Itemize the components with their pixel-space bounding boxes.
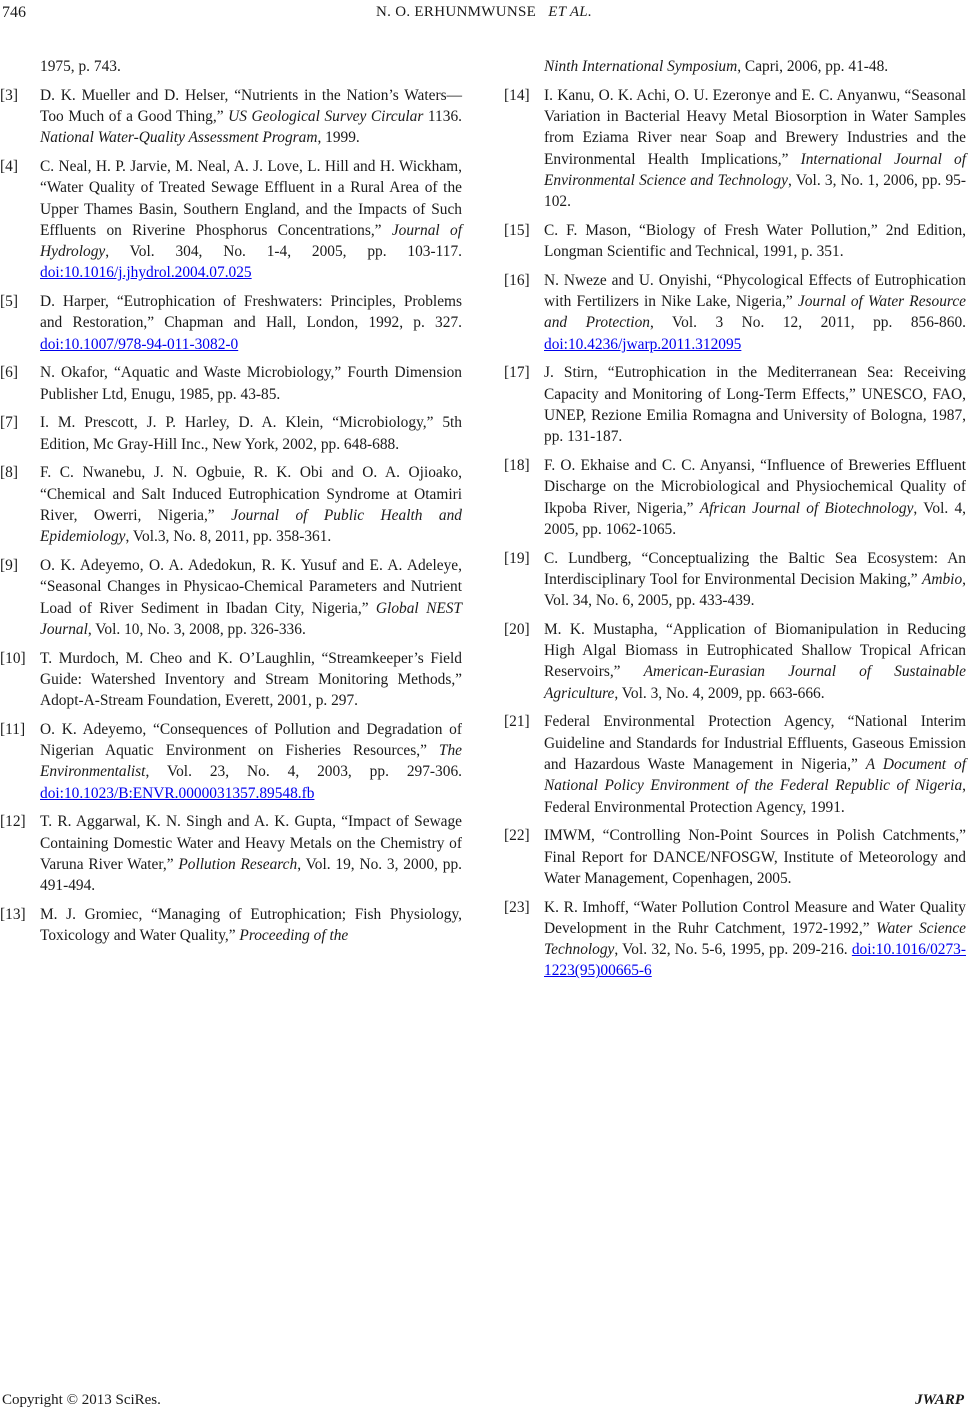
journal-abbreviation: JWARP: [915, 1392, 964, 1408]
running-head-author: N. O. ERHUNMWUNSE: [375, 4, 537, 20]
reference-entry: [0, 85, 462, 149]
reference-number: [10]: [0, 649, 26, 667]
reference-text: [544, 222, 966, 260]
reference-text: [544, 364, 966, 445]
doi-link[interactable]: doi:10.4236/jwarp.2011.312095: [544, 335, 742, 353]
reference-text-segment: , Vol. 10, No. 3, 2008, pp. 326-336.: [87, 620, 306, 638]
reference-text: [40, 364, 462, 402]
reference-text-segment: C. Neal, H. P. Jarvie, M. Neal, A. J. Love, L. Hill and H. Wickham, “Water Quality of Treated Sewage Effluent in a Rural Area of the Upper Thames Basin, Southern England, and the Impacts of Such Effluents on Riverine Phosphorus Concentrations,”: [40, 157, 462, 239]
reference-number: [8]: [0, 464, 18, 482]
reference-text-segment: O. K. Adeyemo, “Consequences of Pollution and Degradation of Nigerian Aquatic Environment on Fisheries Resources,”: [40, 720, 462, 760]
running-head-et-al: ET AL.: [548, 4, 593, 20]
reference-number: [16]: [504, 271, 530, 289]
doi-link[interactable]: doi:10.1016/0273-1223(95)00665-6: [544, 941, 966, 980]
reference-text: [544, 827, 966, 887]
reference-text-segment: , Vol. 23, No. 4, 2003, pp. 297-306.: [145, 763, 462, 781]
reference-text-segment: T. R. Aggarwal, K. N. Singh and A. K. Gupta, “Impact of Sewage Containing Domestic Water and Heavy Metals on the Chemistry of Varuna River Water,”: [40, 813, 462, 873]
reference-number: [9]: [0, 556, 18, 574]
italic-title: Global NEST Journal: [40, 599, 462, 638]
reference-entry: [0, 362, 462, 405]
reference-number: [20]: [504, 620, 530, 638]
reference-number: [11]: [0, 720, 26, 738]
reference-text-segment: C. F. Mason, “Biology of Fresh Water Pollution,” 2nd Edition, Longman Scientific and Technical, 1991, p. 351.: [544, 221, 966, 261]
reference-continuation: [0, 56, 462, 77]
reference-text: [544, 272, 966, 353]
doi-link[interactable]: doi:10.1016/j.jhydrol.2004.07.025: [40, 264, 252, 282]
italic-title: International Journal of Environmental Science and Technology: [544, 150, 966, 189]
reference-number: [6]: [0, 364, 18, 382]
reference-text-segment: , Vol. 304, No. 1-4, 2005, pp. 103-117.: [105, 243, 462, 261]
italic-title: Water Science Technology: [544, 919, 966, 959]
italic-title: US Geological Survey Circular: [228, 107, 424, 125]
reference-number: [17]: [504, 364, 530, 382]
reference-entry: [504, 897, 966, 982]
reference-text-segment: I. Kanu, O. K. Achi, O. U. Ezeronye and E. C. Anyanwu, “Seasonal Variation in Bacterial Heavy Metal Biosorption in Water Samples from Eziama River near Soap and Brewery Industries and the Environmental Health Implications,”: [544, 86, 966, 168]
reference-text-segment: , 1999.: [317, 129, 360, 147]
reference-number: [3]: [0, 86, 18, 104]
reference-continuation-text: 1975, p. 743.: [40, 58, 121, 75]
reference-text: [544, 87, 966, 210]
reference-text-segment: D. K. Mueller and D. Helser, “Nutrients in the Nation’s Waters—Too Much of a Good Thing,”: [40, 86, 462, 125]
reference-entry: [0, 156, 462, 284]
reference-text-segment: T. Murdoch, M. Cheo and K. O’Laughlin, “Streamkeeper’s Field Guide: Watershed Inventory and Stream Monitoring Methods,” Adopt-A-Stream Foundation, Everett, 2001, p. 297.: [40, 649, 462, 710]
reference-entry: [504, 270, 966, 355]
italic-title: Journal of Water Resource and Protection: [544, 293, 966, 332]
italic-title: Journal of Public Health and Epidemiology: [40, 506, 462, 546]
reference-text: [40, 557, 462, 638]
reference-text-segment: , Vol. 19, No. 3, 2000, pp. 491-494.: [40, 856, 462, 895]
reference-text-segment: J. Stirn, “Eutrophication in the Mediterranean Sea: Receiving Capacity and Monitoring of Long-Term Effects,” UNESCO, FAO, UNEP, Rezione Emilia Romagna and University of Bologna, 1987, pp. 131-187.: [544, 364, 966, 446]
reference-entry: [504, 362, 966, 447]
reference-entry: [0, 719, 462, 804]
reference-text: [40, 464, 462, 545]
reference-list-right: [504, 85, 966, 982]
italic-title: Ninth International Symposium: [544, 58, 738, 75]
italic-title: Pollution Research: [178, 856, 298, 873]
reference-text-segment: D. Harper, “Eutrophication of Freshwaters: Principles, Problems and Restoration,” Chapman and Hall, London, 1992, p. 327.: [40, 293, 462, 332]
reference-text: [40, 87, 462, 147]
reference-number: [19]: [504, 549, 530, 567]
reference-entry: [0, 811, 462, 896]
reference-text: [40, 158, 462, 281]
reference-number: [14]: [504, 86, 530, 104]
italic-title: A Document of National Policy Environment of the Federal Republic of Nigeria: [544, 756, 966, 795]
reference-text-segment: F. O. Ekhaise and C. C. Anyansi, “Influence of Breweries Effluent Discharge on the Microbiological and Physiochemical Quality of Ikpoba River, Nigeria,”: [544, 457, 966, 517]
reference-number: [22]: [504, 827, 530, 845]
reference-number: [21]: [504, 713, 530, 731]
running-head: [0, 4, 968, 21]
reference-continuation: [504, 56, 966, 77]
reference-text-segment: , Vol. 4, 2005, pp. 1062-1065.: [544, 499, 966, 538]
reference-text-segment: M. J. Gromiec, “Managing of Eutrophication; Fish Physiology, Toxicology and Water Quality,”: [40, 905, 462, 945]
reference-text-segment: K. R. Imhoff, “Water Pollution Control Measure and Water Quality Development in the Ruhr Catchment, 1972-1992,”: [544, 898, 966, 937]
page-number: 746: [2, 4, 26, 21]
doi-link[interactable]: doi:10.1007/978-94-011-3082-0: [40, 335, 239, 353]
reference-text: [40, 721, 462, 802]
italic-title: Journal of Hydrology: [40, 221, 462, 261]
reference-number: [12]: [0, 813, 26, 831]
reference-text-segment: M. K. Mustapha, “Application of Biomanipulation in Reducing High Algal Biomass in Eutrophicated Shallow Tropical African Reservoirs,”: [544, 620, 966, 681]
reference-text: [40, 813, 462, 894]
reference-text: [40, 293, 462, 353]
reference-text-segment: , Vol. 3, No. 4, 2009, pp. 663-666.: [614, 684, 825, 702]
reference-entry: [504, 85, 966, 213]
reference-text: [544, 550, 966, 610]
references-right-column: [504, 56, 966, 989]
reference-text-segment: C. Lundberg, “Conceptualizing the Baltic Sea Ecosystem: An Interdisciplinary Tool for Environmental Decision Making,”: [544, 549, 966, 588]
reference-text-segment: , Vol. 3 No. 12, 2011, pp. 856-860.: [649, 314, 966, 332]
reference-text-segment: IMWM, “Controlling Non-Point Sources in Polish Catchments,” Final Report for DANCE/NFOSGW, Institute of Meteorology and Water Management, Copenhagen, 2005.: [544, 827, 966, 887]
reference-text-segment: N. Okafor, “Aquatic and Waste Microbiology,” Fourth Dimension Publisher Ltd, Enugu, 1985, pp. 43-85.: [40, 364, 462, 403]
reference-continuation-text: [544, 58, 888, 75]
reference-entry: [504, 619, 966, 704]
reference-entry: [504, 548, 966, 612]
italic-title: Ambio: [921, 570, 963, 588]
reference-entry: [504, 220, 966, 263]
italic-title: National Water-Quality Assessment Program: [40, 129, 318, 147]
doi-link[interactable]: doi:10.1023/B:ENVR.0000031357.89548.fb: [40, 784, 315, 802]
reference-number: [4]: [0, 157, 18, 175]
reference-number: [18]: [504, 457, 530, 474]
reference-number: [13]: [0, 905, 26, 923]
italic-title: Proceeding of the: [239, 927, 349, 945]
reference-entry: [504, 825, 966, 889]
reference-number: [5]: [0, 293, 18, 311]
reference-text: [544, 899, 966, 980]
reference-text-segment: O. K. Adeyemo, O. A. Adedokun, R. K. Yusuf and E. A. Adeleye, “Seasonal Changes in Physicao-Chemical Parameters and Nutrient Load of River Sediment in Ibadan City, Nigeria,”: [40, 556, 462, 617]
reference-text-segment: 1136.: [423, 107, 462, 125]
reference-text: [40, 906, 462, 944]
reference-text-segment: Federal Environmental Protection Agency, “National Interim Guideline and Standards for Industrial Effluents, Gaseous Emission and Hazardous Waste Management in Nigeria,”: [544, 713, 966, 774]
reference-text: [40, 650, 462, 710]
italic-title: African Journal of Biotechnology: [699, 499, 914, 517]
reference-number: [23]: [504, 898, 530, 916]
reference-entry: [0, 462, 462, 547]
reference-text-segment: , Vol. 32, No. 5-6, 1995, pp. 209-216.: [614, 941, 852, 959]
italic-title: American-Eurasian Journal of Sustainable Agriculture: [544, 663, 966, 702]
italic-title: The Environmentalist: [40, 742, 462, 781]
reference-text: [544, 621, 966, 702]
reference-text-segment: , Vol. 3, No. 1, 2006, pp. 95-102.: [544, 171, 966, 211]
reference-text-segment: , Vol.3, No. 8, 2011, pp. 358-361.: [125, 528, 332, 546]
reference-entry: [0, 904, 462, 947]
reference-text: [544, 713, 966, 815]
reference-entry: [0, 412, 462, 455]
reference-number: [7]: [0, 414, 18, 432]
copyright-notice: Copyright © 2013 SciRes.: [2, 1392, 161, 1408]
reference-entry: [0, 291, 462, 355]
reference-text-segment: I. M. Prescott, J. P. Harley, D. A. Klein, “Microbiology,” 5th Edition, Mc Gray-Hill Inc., New York, 2002, pp. 648-688.: [40, 414, 462, 453]
reference-entry: [504, 455, 966, 540]
reference-text-segment: N. Nweze and U. Onyishi, “Phycological Effects of Eutrophication with Fertilizers in Nike Lake, Nigeria,”: [544, 271, 966, 311]
reference-entry: [0, 555, 462, 640]
reference-entry: [504, 711, 966, 817]
reference-text-segment: , Capri, 2006, pp. 41-48.: [737, 58, 889, 75]
references-left-column: [0, 56, 462, 954]
reference-text-segment: , Vol. 34, No. 6, 2005, pp. 433-439.: [544, 570, 966, 610]
reference-text-segment: , Federal Environmental Protection Agency, 1991.: [544, 777, 966, 816]
reference-list-left: [0, 85, 462, 947]
reference-entry: [0, 648, 462, 712]
reference-text: [40, 414, 462, 452]
reference-text: [544, 457, 966, 538]
reference-number: [15]: [504, 221, 530, 239]
reference-text-segment: F. C. Nwanebu, J. N. Ogbuie, R. K. Obi and O. A. Ojioako, “Chemical and Salt Induced Eutrophication Syndrome at Otamiri River, Owerri, Nigeria,”: [40, 464, 462, 524]
